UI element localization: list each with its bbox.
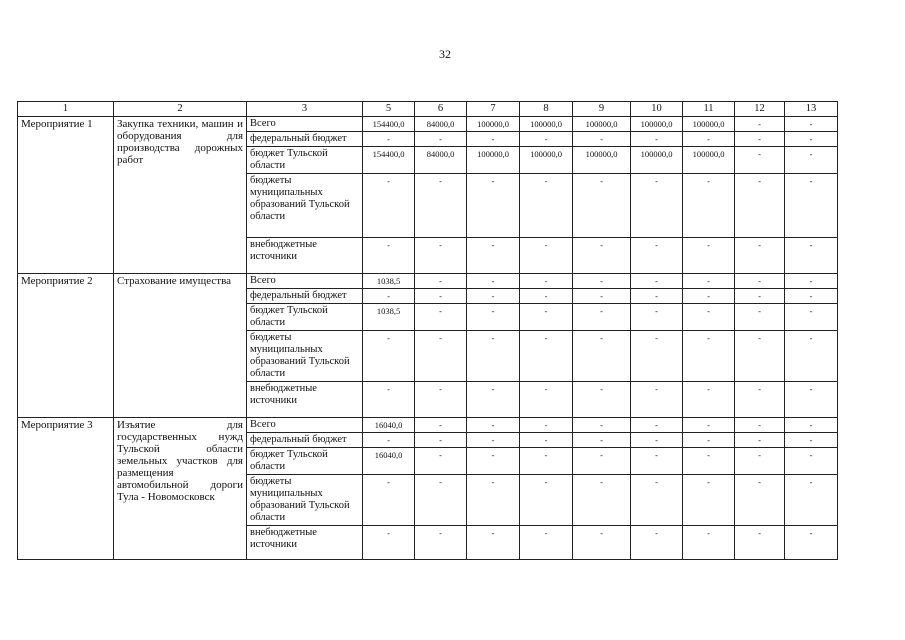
value-cell: - xyxy=(631,304,683,331)
value-cell: - xyxy=(785,147,838,174)
value-cell: - xyxy=(631,289,683,304)
value-cell: - xyxy=(415,274,467,289)
value-cell: - xyxy=(683,174,735,238)
value-cell: - xyxy=(785,418,838,433)
header-cell: 11 xyxy=(683,102,735,117)
header-cell: 1 xyxy=(18,102,114,117)
value-cell: - xyxy=(415,331,467,382)
value-cell: - xyxy=(735,132,785,147)
value-cell: - xyxy=(467,304,520,331)
value-cell: - xyxy=(735,238,785,274)
activity-name: Мероприятие 3 xyxy=(18,418,114,560)
value-cell: - xyxy=(415,433,467,448)
value-cell: 84000,0 xyxy=(415,147,467,174)
value-cell: - xyxy=(520,331,573,382)
funding-source: бюджет Тульской области xyxy=(247,304,363,331)
value-cell: - xyxy=(573,526,631,560)
value-cell: - xyxy=(467,418,520,433)
activity-description: Страхование имущества xyxy=(114,274,247,418)
value-cell: - xyxy=(573,418,631,433)
funding-source: Всего xyxy=(247,117,363,132)
value-cell: - xyxy=(631,433,683,448)
value-cell: - xyxy=(631,382,683,418)
value-cell: - xyxy=(520,238,573,274)
value-cell: - xyxy=(520,448,573,475)
activity-name: Мероприятие 1 xyxy=(18,117,114,274)
value-cell: - xyxy=(683,448,735,475)
value-cell: - xyxy=(363,382,415,418)
value-cell: - xyxy=(573,289,631,304)
value-cell: - xyxy=(467,132,520,147)
value-cell: - xyxy=(735,274,785,289)
value-cell: 100000,0 xyxy=(573,117,631,132)
value-cell: - xyxy=(631,274,683,289)
value-cell: 100000,0 xyxy=(683,117,735,132)
value-cell: 100000,0 xyxy=(631,117,683,132)
value-cell: - xyxy=(520,433,573,448)
value-cell: - xyxy=(735,433,785,448)
value-cell: - xyxy=(573,174,631,238)
value-cell: - xyxy=(785,117,838,132)
value-cell: 154400,0 xyxy=(363,147,415,174)
value-cell: 16040,0 xyxy=(363,418,415,433)
value-cell: - xyxy=(520,382,573,418)
value-cell: 100000,0 xyxy=(467,117,520,132)
value-cell: - xyxy=(520,132,573,147)
value-cell: - xyxy=(467,174,520,238)
value-cell: - xyxy=(785,526,838,560)
value-cell: - xyxy=(573,448,631,475)
value-cell: - xyxy=(735,475,785,526)
budget-table xyxy=(17,101,838,560)
value-cell: - xyxy=(683,238,735,274)
value-cell: - xyxy=(467,382,520,418)
activity-name: Мероприятие 2 xyxy=(18,274,114,418)
value-cell: 84000,0 xyxy=(415,117,467,132)
value-cell: - xyxy=(415,132,467,147)
value-cell: - xyxy=(785,331,838,382)
header-cell: 5 xyxy=(363,102,415,117)
value-cell: - xyxy=(785,433,838,448)
value-cell: - xyxy=(520,526,573,560)
value-cell: - xyxy=(735,418,785,433)
header-cell: 6 xyxy=(415,102,467,117)
header-cell: 12 xyxy=(735,102,785,117)
value-cell: 100000,0 xyxy=(520,147,573,174)
value-cell: - xyxy=(631,526,683,560)
value-cell: - xyxy=(735,289,785,304)
header-cell: 7 xyxy=(467,102,520,117)
value-cell: 100000,0 xyxy=(631,147,683,174)
value-cell: - xyxy=(785,475,838,526)
value-cell: 16040,0 xyxy=(363,448,415,475)
value-cell: - xyxy=(520,418,573,433)
value-cell: 154400,0 xyxy=(363,117,415,132)
value-cell: 1038,5 xyxy=(363,304,415,331)
value-cell: - xyxy=(735,526,785,560)
value-cell: 100000,0 xyxy=(467,147,520,174)
value-cell: - xyxy=(363,132,415,147)
value-cell: - xyxy=(785,382,838,418)
value-cell: - xyxy=(683,304,735,331)
value-cell: - xyxy=(415,174,467,238)
value-cell: - xyxy=(683,418,735,433)
value-cell: - xyxy=(631,174,683,238)
value-cell: - xyxy=(735,331,785,382)
page-number: 32 xyxy=(439,47,451,61)
value-cell: - xyxy=(785,174,838,238)
value-cell: - xyxy=(520,304,573,331)
value-cell: - xyxy=(415,382,467,418)
value-cell: - xyxy=(573,274,631,289)
value-cell: - xyxy=(467,331,520,382)
funding-source: внебюджетные источники xyxy=(247,526,363,560)
header-cell: 13 xyxy=(785,102,838,117)
value-cell: - xyxy=(683,475,735,526)
funding-source: бюджеты муниципальных образований Тульской области xyxy=(247,475,363,526)
header-cell: 9 xyxy=(573,102,631,117)
funding-source: Всего xyxy=(247,418,363,433)
value-cell: - xyxy=(467,526,520,560)
value-cell: - xyxy=(520,174,573,238)
activity-description: Закупка техники, машин и оборудования для производства дорожных работ xyxy=(114,117,247,274)
header-cell: 10 xyxy=(631,102,683,117)
value-cell: - xyxy=(683,331,735,382)
value-cell: - xyxy=(631,238,683,274)
funding-source: бюджеты муниципальных образований Тульской области xyxy=(247,174,363,238)
header-cell: 2 xyxy=(114,102,247,117)
value-cell: 100000,0 xyxy=(573,147,631,174)
value-cell: - xyxy=(631,475,683,526)
value-cell: 100000,0 xyxy=(520,117,573,132)
value-cell: - xyxy=(785,289,838,304)
activity-description: Изъятие для государственных нужд Тульской области земельных участков для размещения автомобильной дороги Тула - Новомосковск xyxy=(114,418,247,560)
funding-source: внебюджетные источники xyxy=(247,382,363,418)
value-cell: - xyxy=(573,304,631,331)
value-cell: - xyxy=(467,433,520,448)
value-cell: - xyxy=(415,304,467,331)
value-cell: - xyxy=(415,238,467,274)
value-cell: - xyxy=(520,274,573,289)
funding-source: федеральный бюджет xyxy=(247,132,363,147)
value-cell: - xyxy=(415,418,467,433)
value-cell: - xyxy=(735,448,785,475)
value-cell: - xyxy=(785,274,838,289)
value-cell: - xyxy=(415,448,467,475)
value-cell: - xyxy=(520,475,573,526)
value-cell: - xyxy=(735,147,785,174)
value-cell: - xyxy=(467,289,520,304)
value-cell: - xyxy=(683,274,735,289)
table-row xyxy=(18,418,838,433)
value-cell: - xyxy=(735,117,785,132)
header-row xyxy=(18,102,838,117)
value-cell: - xyxy=(683,132,735,147)
table-row xyxy=(18,117,838,132)
value-cell: - xyxy=(683,289,735,304)
value-cell: - xyxy=(573,331,631,382)
funding-source: Всего xyxy=(247,274,363,289)
value-cell: - xyxy=(631,418,683,433)
funding-source: бюджет Тульской области xyxy=(247,448,363,475)
value-cell: - xyxy=(735,382,785,418)
value-cell: - xyxy=(785,238,838,274)
value-cell: - xyxy=(363,289,415,304)
value-cell: - xyxy=(467,448,520,475)
value-cell: - xyxy=(363,433,415,448)
value-cell: - xyxy=(520,289,573,304)
value-cell: - xyxy=(735,304,785,331)
value-cell: - xyxy=(683,382,735,418)
value-cell: - xyxy=(415,475,467,526)
value-cell: - xyxy=(785,132,838,147)
value-cell: - xyxy=(631,132,683,147)
funding-source: федеральный бюджет xyxy=(247,289,363,304)
value-cell: - xyxy=(573,238,631,274)
table-row xyxy=(18,274,838,289)
header-cell: 8 xyxy=(520,102,573,117)
value-cell: - xyxy=(573,382,631,418)
value-cell: - xyxy=(363,475,415,526)
value-cell: - xyxy=(363,526,415,560)
value-cell: - xyxy=(631,448,683,475)
funding-source: бюджеты муниципальных образований Тульской области xyxy=(247,331,363,382)
value-cell: - xyxy=(363,238,415,274)
value-cell: - xyxy=(683,526,735,560)
value-cell: 1038,5 xyxy=(363,274,415,289)
funding-source: федеральный бюджет xyxy=(247,433,363,448)
value-cell: - xyxy=(573,433,631,448)
value-cell: - xyxy=(785,448,838,475)
value-cell: - xyxy=(735,174,785,238)
value-cell: - xyxy=(415,526,467,560)
value-cell: - xyxy=(467,274,520,289)
value-cell: - xyxy=(785,304,838,331)
value-cell: - xyxy=(467,238,520,274)
value-cell: - xyxy=(573,132,631,147)
value-cell: 100000,0 xyxy=(683,147,735,174)
value-cell: - xyxy=(631,331,683,382)
value-cell: - xyxy=(467,475,520,526)
header-cell: 3 xyxy=(247,102,363,117)
value-cell: - xyxy=(683,433,735,448)
value-cell: - xyxy=(573,475,631,526)
value-cell: - xyxy=(415,289,467,304)
funding-source: внебюджетные источники xyxy=(247,238,363,274)
value-cell: - xyxy=(363,174,415,238)
value-cell: - xyxy=(363,331,415,382)
funding-source: бюджет Тульской области xyxy=(247,147,363,174)
